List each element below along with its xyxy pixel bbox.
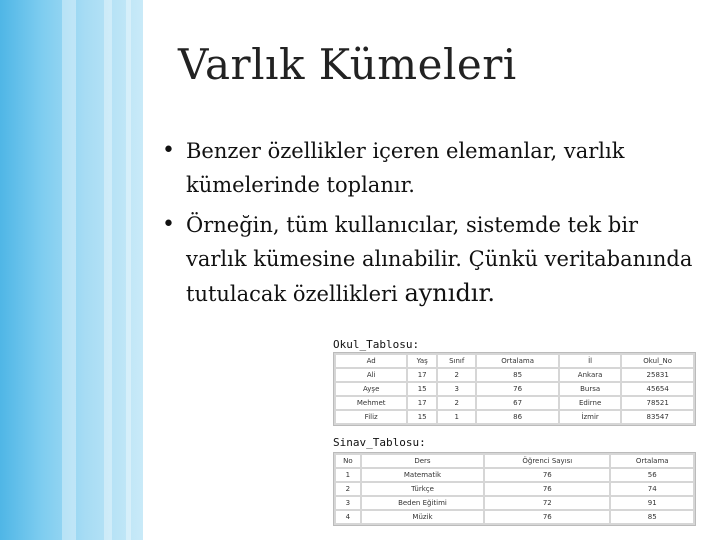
table-cell: Filiz [336, 411, 406, 423]
table-cell: 25831 [622, 369, 693, 381]
table-row [336, 483, 693, 495]
table-header-row [336, 455, 693, 467]
table-cell: 3 [438, 383, 475, 395]
sinav-table-title: Sinav_Tablosu: [333, 436, 426, 449]
table-cell: 3 [336, 497, 360, 509]
table-cell: 15 [408, 411, 436, 423]
table-cell: Beden Eğitimi [362, 497, 484, 509]
table-row [336, 511, 693, 523]
table-cell: Bursa [560, 383, 620, 395]
table-row [336, 497, 693, 509]
column-header: Okul_No [622, 355, 693, 367]
bullet-icon: • [162, 138, 175, 163]
table-cell: 76 [485, 483, 609, 495]
table-cell: 1 [336, 469, 360, 481]
column-header: Sınıf [438, 355, 475, 367]
table-cell: 15 [408, 383, 436, 395]
table-cell: 85 [477, 369, 557, 381]
table-row [336, 411, 693, 423]
bullet-text: Benzer özellikler içeren elemanlar, varlık kümelerinde toplanır. [186, 139, 625, 197]
bullet-text-tail: aynıdır. [404, 279, 495, 307]
bullet-text: Örneğin, tüm kullanıcılar, sistemde tek bir varlık kümesine alınabilir. Çünkü veritabanında tutulacak özellikleri [186, 213, 693, 306]
table-cell: Edirne [560, 397, 620, 409]
table-cell: Ankara [560, 369, 620, 381]
bullet-icon: • [162, 212, 175, 237]
column-header: Ortalama [611, 455, 693, 467]
table-cell: 74 [611, 483, 693, 495]
table-cell: 91 [611, 497, 693, 509]
table-cell: Ali [336, 369, 406, 381]
table-cell: 17 [408, 397, 436, 409]
table-cell: 4 [336, 511, 360, 523]
table-header-row [336, 355, 693, 367]
table-cell: Mehmet [336, 397, 406, 409]
table-cell: Ayşe [336, 383, 406, 395]
table-cell: 85 [611, 511, 693, 523]
table-cell: 2 [438, 369, 475, 381]
table-cell: 67 [477, 397, 557, 409]
table-cell: 76 [485, 469, 609, 481]
decorative-side-bar [0, 0, 143, 540]
column-header: Öğrenci Sayısı [485, 455, 609, 467]
column-header: Yaş [408, 355, 436, 367]
table-row [336, 469, 693, 481]
table-cell: 2 [336, 483, 360, 495]
bullet-item [162, 134, 702, 202]
bullet-item [162, 208, 702, 311]
table-cell: 83547 [622, 411, 693, 423]
table-cell: Müzik [362, 511, 484, 523]
table-row [336, 369, 693, 381]
slide-title: Varlık Kümeleri [178, 40, 517, 89]
table-cell: 72 [485, 497, 609, 509]
side-bar-edge [143, 0, 147, 540]
table-cell: İzmir [560, 411, 620, 423]
table-cell: 1 [438, 411, 475, 423]
okul-table [333, 352, 696, 426]
okul-table-title: Okul_Tablosu: [333, 338, 420, 351]
table-cell: 78521 [622, 397, 693, 409]
table-cell: 45654 [622, 383, 693, 395]
column-header: İl [560, 355, 620, 367]
column-header: Ders [362, 455, 484, 467]
column-header: Ortalama [477, 355, 557, 367]
column-header: Ad [336, 355, 406, 367]
table-cell: 76 [485, 511, 609, 523]
table-cell: 56 [611, 469, 693, 481]
table-cell: Türkçe [362, 483, 484, 495]
table-cell: Matematik [362, 469, 484, 481]
column-header: No [336, 455, 360, 467]
table-cell: 76 [477, 383, 557, 395]
sinav-table [333, 452, 696, 526]
table-cell: 2 [438, 397, 475, 409]
table-cell: 17 [408, 369, 436, 381]
table-row [336, 397, 693, 409]
table-row [336, 383, 693, 395]
table-cell: 86 [477, 411, 557, 423]
bullet-list [162, 134, 702, 317]
